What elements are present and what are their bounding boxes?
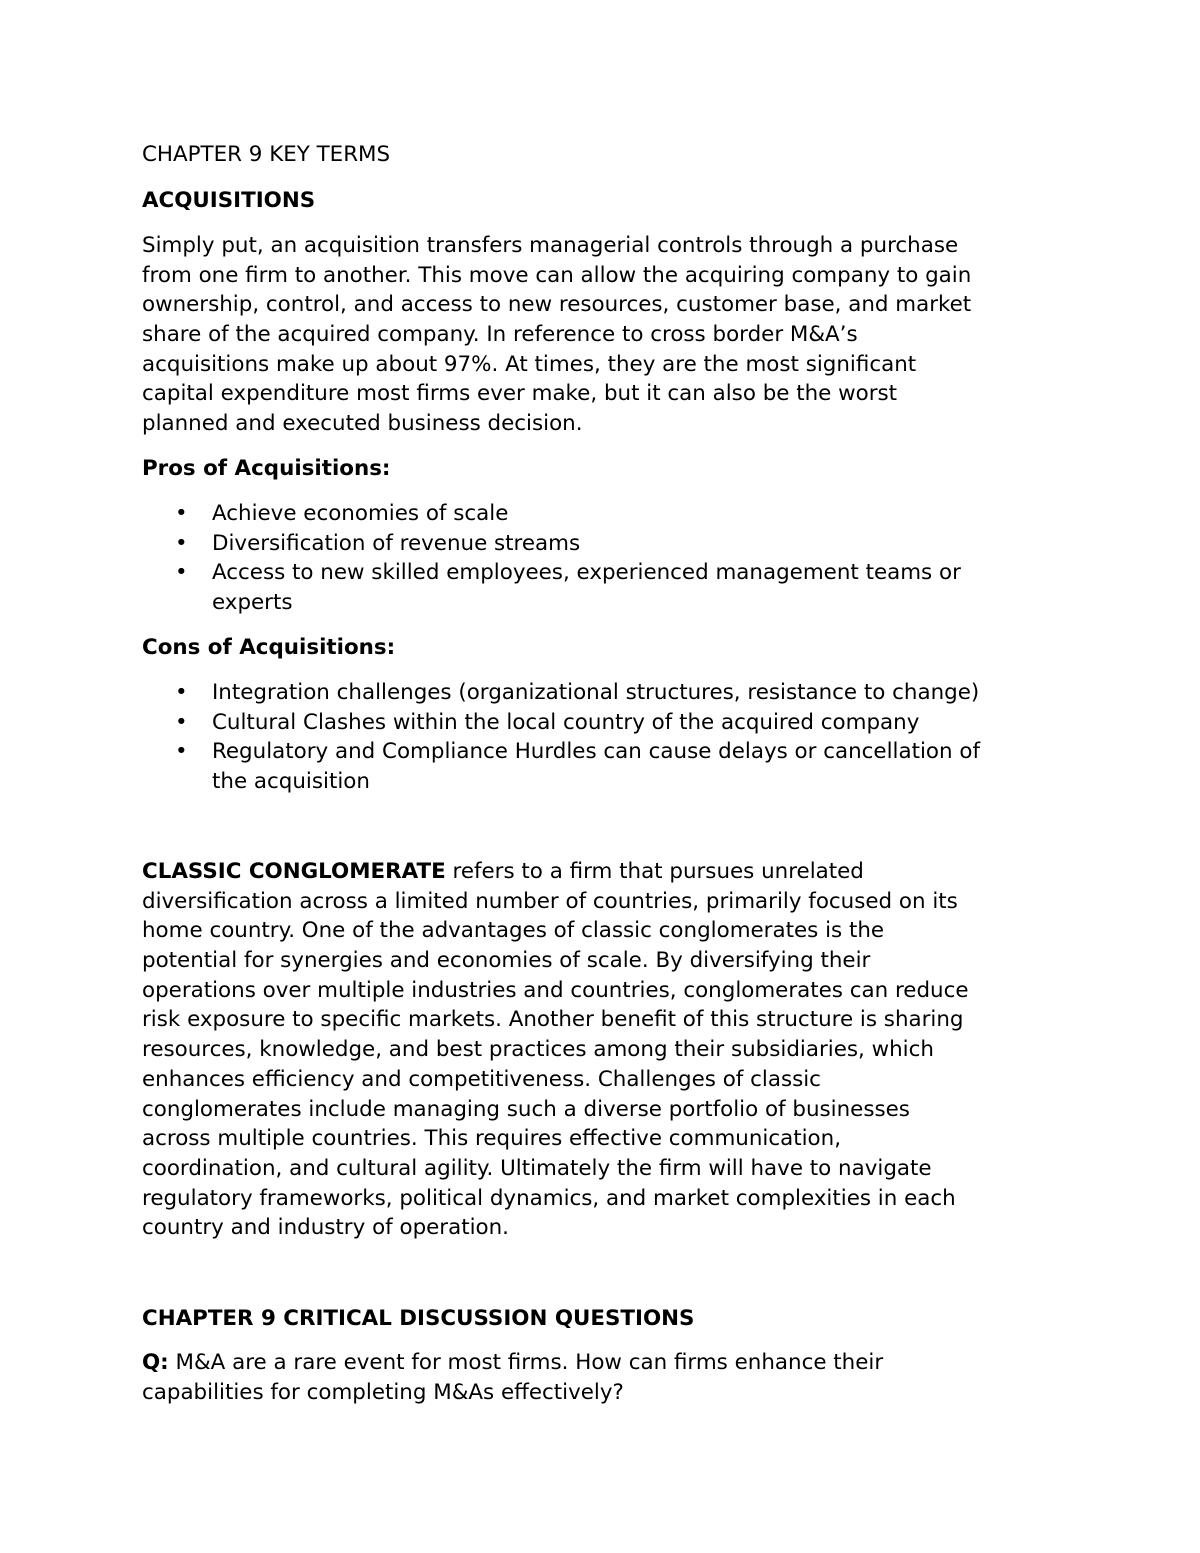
con-item: [175, 708, 1135, 738]
text-line: Access to new skilled employees, experienced management teams or: [212, 560, 961, 586]
text-line: Integration challenges (organizational structures, resistance to change): [212, 680, 980, 705]
con-item: [175, 737, 1135, 796]
text-line: regulatory frameworks, political dynamics, and market complexities in each: [142, 1185, 956, 1211]
pros-heading: Pros of Acquisitions:: [142, 456, 391, 481]
text-line: the acquisition: [212, 769, 370, 795]
cons-heading: Cons of Acquisitions:: [142, 635, 396, 660]
bullet-icon: •: [175, 680, 188, 705]
text-line: home country. One of the advantages of classic conglomerates is the: [142, 918, 885, 944]
text-line: Simply put, an acquisition transfers managerial controls through a purchase: [142, 233, 959, 258]
questions-heading: CHAPTER 9 CRITICAL DISCUSSION QUESTIONS: [142, 1306, 695, 1331]
text-line: operations over multiple industries and countries, conglomerates can reduce: [142, 977, 969, 1003]
cons-list: [175, 678, 1135, 797]
question: Q: M&A are a rare event for most firms. How can firms enhance their capabilities for completing M&As effectively?: [142, 1350, 884, 1405]
text-line: enhances efficiency and competitiveness. Challenges of classic: [142, 1066, 821, 1092]
document-title: CHAPTER 9 KEY TERMS: [142, 142, 391, 167]
conglomerate-term: CLASSIC CONGLOMERATE: [142, 859, 446, 884]
text-line: share of the acquired company. In reference to cross border M&A’s: [142, 322, 858, 348]
text-line: capital expenditure most firms ever make, but it can also be the worst: [142, 381, 898, 407]
text-line: Cultural Clashes within the local country of the acquired company: [212, 709, 920, 735]
pro-item: [175, 558, 1135, 617]
bullet-icon: •: [175, 501, 188, 526]
text-line: risk exposure to specific markets. Another benefit of this structure is sharing: [142, 1007, 964, 1033]
text-line: Achieve economies of scale: [212, 501, 509, 526]
pro-item: [175, 499, 1135, 529]
text-line: Regulatory and Compliance Hurdles can cause delays or cancellation of: [212, 739, 980, 765]
text-line: ownership, control, and access to new resources, customer base, and market: [142, 292, 972, 318]
text-line: Diversification of revenue streams: [212, 530, 581, 556]
text-line: from one firm to another. This move can allow the acquiring company to gain: [142, 262, 972, 288]
bullet-icon: •: [175, 560, 188, 586]
text-line: planned and executed business decision.: [142, 411, 583, 437]
text-line: across multiple countries. This requires effective communication,: [142, 1126, 841, 1152]
acquisitions-paragraph: [142, 231, 1142, 439]
bullet-icon: •: [175, 530, 188, 556]
acquisitions-heading: ACQUISITIONS: [142, 188, 316, 213]
text-line: experts: [212, 590, 293, 616]
bullet-icon: •: [175, 739, 188, 765]
text-line: diversification across a limited number of countries, primarily focused on its: [142, 888, 958, 914]
text-line: conglomerates include managing such a diverse portfolio of businesses: [142, 1096, 910, 1122]
text-line: acquisitions make up about 97%. At times, they are the most significant: [142, 351, 917, 377]
text-line: resources, knowledge, and best practices among their subsidiaries, which: [142, 1037, 934, 1063]
conglomerate-paragraph: CLASSIC CONGLOMERATE refers to a firm that pursues unrelated diversification across a limited number of countries, primarily focused on its home country. One of the advantages of classic conglomerates is the potential for synergies and economies of scale. By diversifying their operations over multiple industries and countries, conglomerates can reduce risk exposure to specific markets. Another benefit of this structure is sharing resources, knowledge, and best practices among their subsidiaries, which enhances efficiency and competitiveness. Challenges of classic conglomerates include managing such a diverse portfolio of businesses across multiple countries. This requires effective communication, coordination, and cultural agility. Ultimately the firm will have to navigate regulatory frameworks, political dynamics, and market complexities in each country and industry of operation.: [142, 857, 1142, 1243]
text-line: coordination, and cultural agility. Ultimately the firm will have to navigate: [142, 1155, 932, 1181]
con-item: [175, 678, 1135, 708]
text-line: country and industry of operation.: [142, 1215, 509, 1241]
text-line: potential for synergies and economies of scale. By diversifying their: [142, 948, 871, 974]
pro-item: [175, 529, 1135, 559]
pros-list: [175, 499, 1135, 618]
bullet-icon: •: [175, 709, 188, 735]
